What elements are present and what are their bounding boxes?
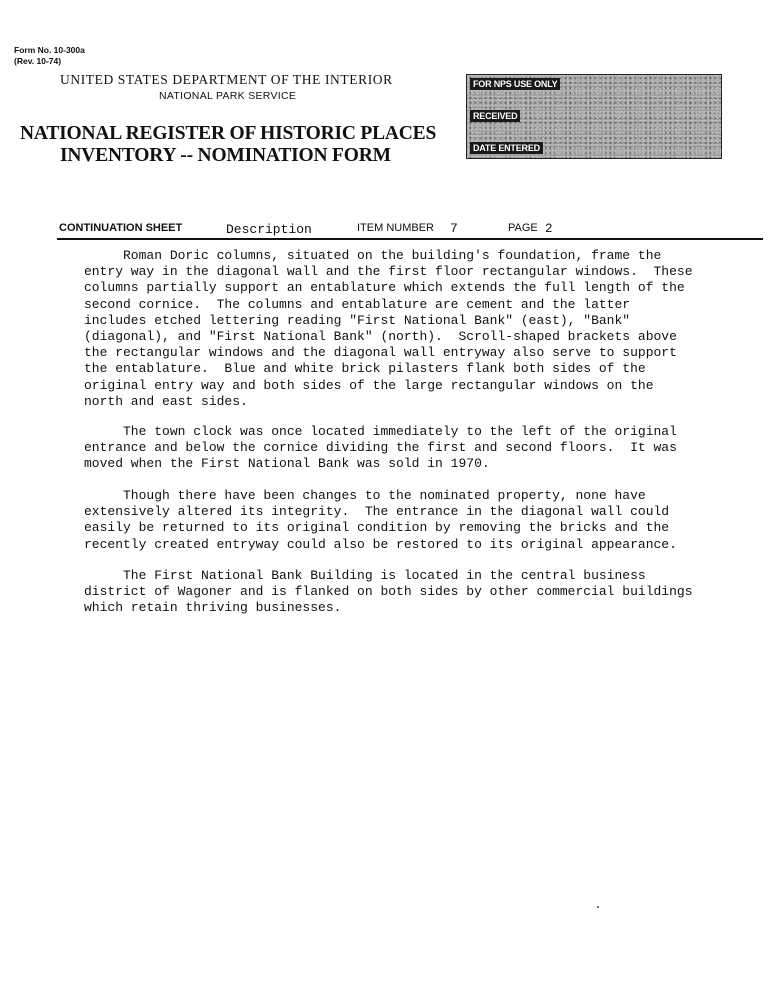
nps-use-box bbox=[466, 74, 722, 159]
form-title-line2: INVENTORY -- NOMINATION FORM bbox=[60, 145, 391, 166]
item-number-label: ITEM NUMBER bbox=[357, 222, 434, 234]
for-nps-use-label: FOR NPS USE ONLY bbox=[470, 78, 560, 90]
scan-speck bbox=[597, 906, 599, 908]
form-title-line1: NATIONAL REGISTER OF HISTORIC PLACES bbox=[20, 123, 437, 144]
paragraph-2: The town clock was once located immediately to the left of the original entrance and below the cornice dividing the first and second floors. It was moved when the First National Bank was sold in 1970. bbox=[84, 424, 677, 472]
form-number bbox=[14, 45, 85, 67]
paragraph-4: The First National Bank Building is located in the central business district of Wagoner and is flanked on both sides by other commercial buildings which retain thriving businesses. bbox=[84, 568, 693, 616]
paragraph-3: Though there have been changes to the nominated property, none have extensively altered its integrity. The entrance in the diagonal wall could easily be returned to its original condition by removing the bricks and the recently created entryway could also be restored to its original appearance. bbox=[84, 488, 677, 552]
form-revision-line: (Rev. 10-74) bbox=[14, 56, 62, 66]
header-rule bbox=[57, 238, 763, 240]
page-number-value: 2 bbox=[545, 222, 553, 236]
received-label: RECEIVED bbox=[470, 110, 520, 122]
page-label: PAGE bbox=[508, 222, 538, 234]
department-heading: UNITED STATES DEPARTMENT OF THE INTERIOR bbox=[60, 72, 393, 87]
continuation-sheet-label: CONTINUATION SHEET bbox=[59, 222, 183, 234]
date-entered-label: DATE ENTERED bbox=[470, 142, 543, 154]
continuation-sheet-value: Description bbox=[226, 222, 312, 237]
paragraph-1: Roman Doric columns, situated on the building's foundation, frame the entry way in the diagonal wall and the first floor rectangular windows. These columns partially support an entablature which extends the full length of the second cornice. The columns and entablature are cement and the latter includes etched lettering reading "First National Bank" (east), "Bank" (diagonal), and "First National Bank" (north). Scroll-shaped brackets above the rectangular windows and the diagonal wall entryway also serve to support the entablature. Blue and white brick pilasters flank both sides of the original entry way and both sides of the large rectangular windows on the north and east sides. bbox=[84, 248, 693, 409]
service-heading: NATIONAL PARK SERVICE bbox=[159, 90, 297, 102]
form-number-line: Form No. 10-300a bbox=[14, 45, 85, 55]
item-number-value: 7 bbox=[450, 221, 458, 236]
